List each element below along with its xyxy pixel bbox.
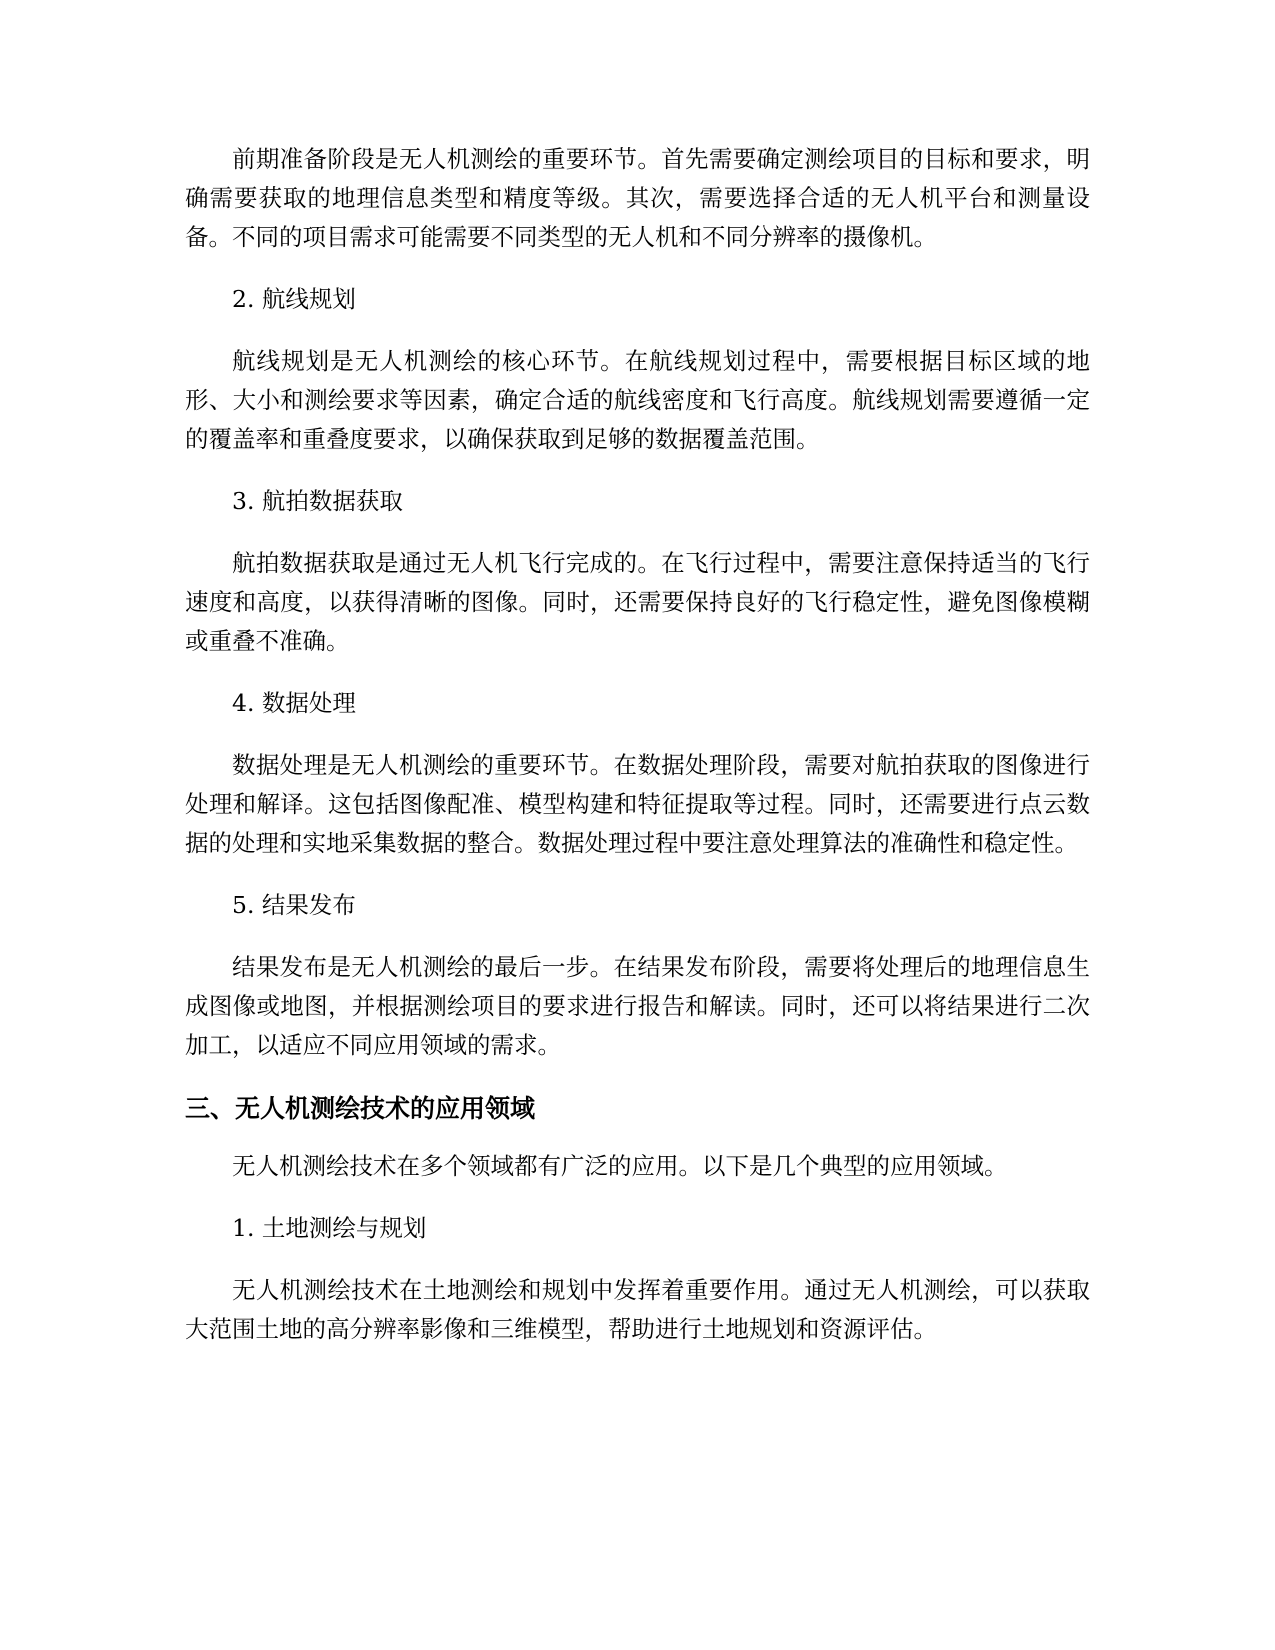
subheading-land-survey: 1. 土地测绘与规划 bbox=[232, 1214, 427, 1242]
paragraph-aerial-data: 航拍数据获取是通过无人机飞行完成的。在飞行过程中，需要注意保持适当的飞行速度和高度，以获得清晰的图像。同时，还需要保持良好的飞行稳定性，避免图像模糊或重叠不准确。 bbox=[185, 549, 1090, 655]
document-page bbox=[185, 140, 1090, 1372]
paragraph-land-survey: 无人机测绘技术在土地测绘和规划中发挥着重要作用。通过无人机测绘，可以获取大范围土地的高分辨率影像和三维模型，帮助进行土地规划和资源评估。 bbox=[185, 1276, 1090, 1343]
subheading-data-processing: 4. 数据处理 bbox=[232, 689, 356, 717]
subheading-result-release: 5. 结果发布 bbox=[232, 891, 356, 919]
section-heading-applications: 三、无人机测绘技术的应用领域 bbox=[185, 1094, 536, 1123]
subheading-route-planning: 2. 航线规划 bbox=[232, 285, 356, 313]
paragraph-result-release: 结果发布是无人机测绘的最后一步。在结果发布阶段，需要将处理后的地理信息生成图像或地图，并根据测绘项目的要求进行报告和解读。同时，还可以将结果进行二次加工，以适应不同应用领域的需求。 bbox=[185, 953, 1090, 1059]
paragraph-preparation: 前期准备阶段是无人机测绘的重要环节。首先需要确定测绘项目的目标和要求，明确需要获取的地理信息类型和精度等级。其次，需要选择合适的无人机平台和测量设备。不同的项目需求可能需要不同类型的无人机和不同分辨率的摄像机。 bbox=[185, 145, 1090, 251]
paragraph-applications-intro: 无人机测绘技术在多个领域都有广泛的应用。以下是几个典型的应用领域。 bbox=[232, 1152, 1008, 1180]
paragraph-data-processing: 数据处理是无人机测绘的重要环节。在数据处理阶段，需要对航拍获取的图像进行处理和解译。这包括图像配准、模型构建和特征提取等过程。同时，还需要进行点云数据的处理和实地采集数据的整合。数据处理过程中要注意处理算法的准确性和稳定性。 bbox=[185, 751, 1090, 857]
subheading-aerial-data: 3. 航拍数据获取 bbox=[232, 487, 403, 515]
paragraph-route-planning: 航线规划是无人机测绘的核心环节。在航线规划过程中，需要根据目标区域的地形、大小和测绘要求等因素，确定合适的航线密度和飞行高度。航线规划需要遵循一定的覆盖率和重叠度要求，以确保获取到足够的数据覆盖范围。 bbox=[185, 347, 1090, 453]
